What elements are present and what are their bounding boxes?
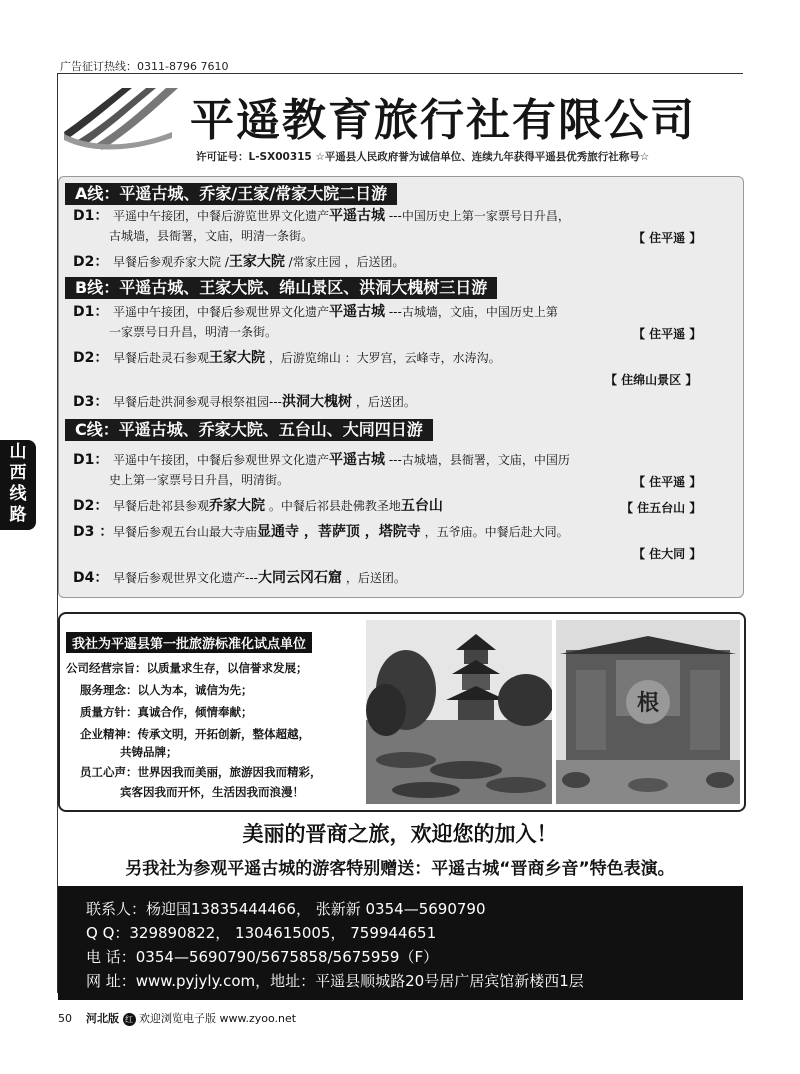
day-highlight: 显通寺 ，菩萨顶 ，塔院寺: [257, 524, 421, 540]
route-b-day1-cont: 一家票号日升昌，明清一条街。: [109, 325, 278, 339]
day-label: D2：: [73, 350, 109, 366]
day-highlight: 大同云冈石窟: [258, 570, 342, 586]
day-text: 早餐后赴祁县参观: [113, 499, 210, 513]
route-a-day1: [73, 207, 570, 225]
day-text: 早餐后赴灵石参观: [113, 351, 210, 365]
route-c-day3-stay: 【 住大同 】: [633, 547, 702, 561]
day-highlight: 平遥古城: [329, 304, 386, 320]
day-label: D2：: [73, 254, 109, 270]
day-label: D4：: [73, 570, 109, 586]
day-label: D2：: [73, 498, 109, 514]
company-name: 平遥教育旅行社有限公司: [190, 95, 696, 146]
route-b-day3: [73, 393, 416, 411]
day-text: 平遥中午接团，中餐后游览世界文化遗产: [113, 209, 330, 223]
day-text: 早餐后参观乔家大院 /: [113, 255, 229, 269]
day-highlight: 王家大院: [228, 254, 285, 270]
top-rule: [57, 73, 743, 74]
day-text: 平遥中午接团，中餐后参观世界文化遗产: [113, 453, 330, 467]
route-b-day1: [73, 303, 558, 321]
info-line: 质量方针：真诚合作，倾情奉献；: [80, 705, 253, 719]
day-label: D3：: [73, 394, 109, 410]
day-highlight: 平遥古城: [329, 452, 386, 468]
day-highlight: 王家大院: [209, 350, 266, 366]
routes-panel: [58, 176, 744, 598]
pagoda-lake-photo: [366, 620, 552, 804]
contact-phone: 电 话：0354—5690790/5675858/5675959（F）: [86, 948, 439, 966]
route-c-day2: [73, 497, 443, 515]
day-text: ，后送团。: [342, 571, 406, 585]
day-text: 平遥中午接团，中餐后参观世界文化遗产: [113, 305, 330, 319]
day-label: D1：: [73, 208, 109, 224]
contact-qq: Q Q：329890822， 1304615005， 759944651: [86, 924, 437, 942]
route-c-day4: [73, 569, 406, 587]
side-tab-label: 山西线路: [9, 442, 27, 525]
slogan: 美丽的晋商之旅，欢迎您的加入！: [242, 822, 558, 846]
info-heading: 我社为平遥县第一批旅游标准化试点单位: [66, 632, 312, 653]
side-tab-shanxi-routes: [0, 440, 36, 530]
day-text: ---古城墙，县衙署，文庙，中国历: [385, 453, 570, 467]
day-text: 早餐后参观世界文化遗产---: [113, 571, 258, 585]
day-text: ---中国历史上第一家票号日升昌，: [385, 209, 570, 223]
day-highlight: 乔家大院: [209, 498, 266, 514]
day-text: ---古城墙，文庙，中国历史上第: [385, 305, 558, 319]
day-label: D3 ：: [73, 524, 114, 540]
company-info-panel: [58, 612, 746, 812]
day-text: 。中餐后祁县赴佛教圣地: [265, 499, 401, 513]
info-line: 企业精神：传承文明，开拓创新，整体超越，: [80, 727, 310, 741]
day-highlight: 平遥古城: [329, 208, 386, 224]
info-line: 宾客因我而开怀，生活因我而浪漫！: [120, 785, 304, 799]
edition-label: 河北版: [86, 1012, 119, 1025]
gate-sign: 根: [636, 691, 660, 716]
route-a-day1-stay: 【 住平遥 】: [633, 231, 702, 245]
footer-website-text[interactable]: 欢迎浏览电子版 www.zyoo.net: [139, 1012, 297, 1025]
day-highlight: 五台山: [400, 498, 443, 514]
route-a-day2: [73, 253, 405, 271]
day-text: /常家庄园 ，后送团。: [284, 255, 405, 269]
contact-box: [58, 886, 743, 1000]
info-line: 员工心声：世界因我而美丽，旅游因我而精彩，: [80, 765, 322, 779]
route-c-day1-stay: 【 住平遥 】: [633, 475, 702, 489]
brand-badge-icon: 红: [123, 1013, 136, 1026]
route-c-day1-cont: 史上第一家票号日升昌，明清街。: [109, 473, 290, 487]
day-text: 早餐后赴洪洞参观寻根祭祖园---: [113, 395, 282, 409]
gift-note: 另我社为参观平遥古城的游客特别赠送：平遥古城“晋商乡音”特色表演。: [125, 859, 675, 879]
info-line: 公司经营宗旨：以质量求生存，以信誉求发展；: [66, 661, 308, 675]
route-c-day1: [73, 451, 570, 469]
day-text: ，后游览绵山 ：大罗宫，云峰寺，水涛沟。: [265, 351, 501, 365]
route-c-title: C线：平遥古城、乔家大院、五台山、大同四日游: [65, 419, 433, 441]
contact-web: 网 址：www.pyjyly.com，地址：平遥县顺城路20号居广居宾馆新楼西1层: [86, 972, 584, 990]
day-label: D1：: [73, 452, 109, 468]
info-line: 共铸品牌；: [120, 745, 178, 759]
route-b-day2: [73, 349, 501, 367]
route-b-title: B线：平遥古城、王家大院、绵山景区、洪洞大槐树三日游: [65, 277, 497, 299]
ad-hotline: 广告征订热线：0311-8796 7610: [60, 60, 229, 73]
day-text: ，五爷庙。中餐后赴大同。: [420, 525, 569, 539]
route-a-day1-cont: 古城墙，县衙署，文庙，明清一条街。: [109, 229, 314, 243]
company-logo: [62, 82, 182, 152]
contact-person: 联系人：杨迎国13835444466， 张新新 0354—5690790: [86, 900, 486, 918]
ancestral-gate-photo: [556, 620, 740, 804]
route-c-day2-stay: 【 住五台山 】: [621, 501, 702, 515]
day-text: 早餐后参观五台山最大寺庙: [113, 525, 258, 539]
day-text: ，后送团。: [352, 395, 416, 409]
route-c-day3: [73, 523, 569, 541]
page-footer: [58, 1010, 296, 1026]
route-b-day1-stay: 【 住平遥 】: [633, 327, 702, 341]
page-number: 50: [58, 1012, 72, 1025]
route-a-title: A线：平遥古城、乔家/王家/常家大院二日游: [65, 183, 397, 205]
day-label: D1：: [73, 304, 109, 320]
route-b-day2-stay: 【 住绵山景区 】: [605, 373, 698, 387]
day-highlight: 洪洞大槐树: [282, 394, 352, 410]
info-line: 服务理念：以人为本，诚信为先；: [80, 683, 253, 697]
license-line: 许可证号：L-SX00315 ☆平遥县人民政府誉为诚信单位、连续九年获得平遥县优秀旅行社称号☆: [196, 151, 650, 163]
